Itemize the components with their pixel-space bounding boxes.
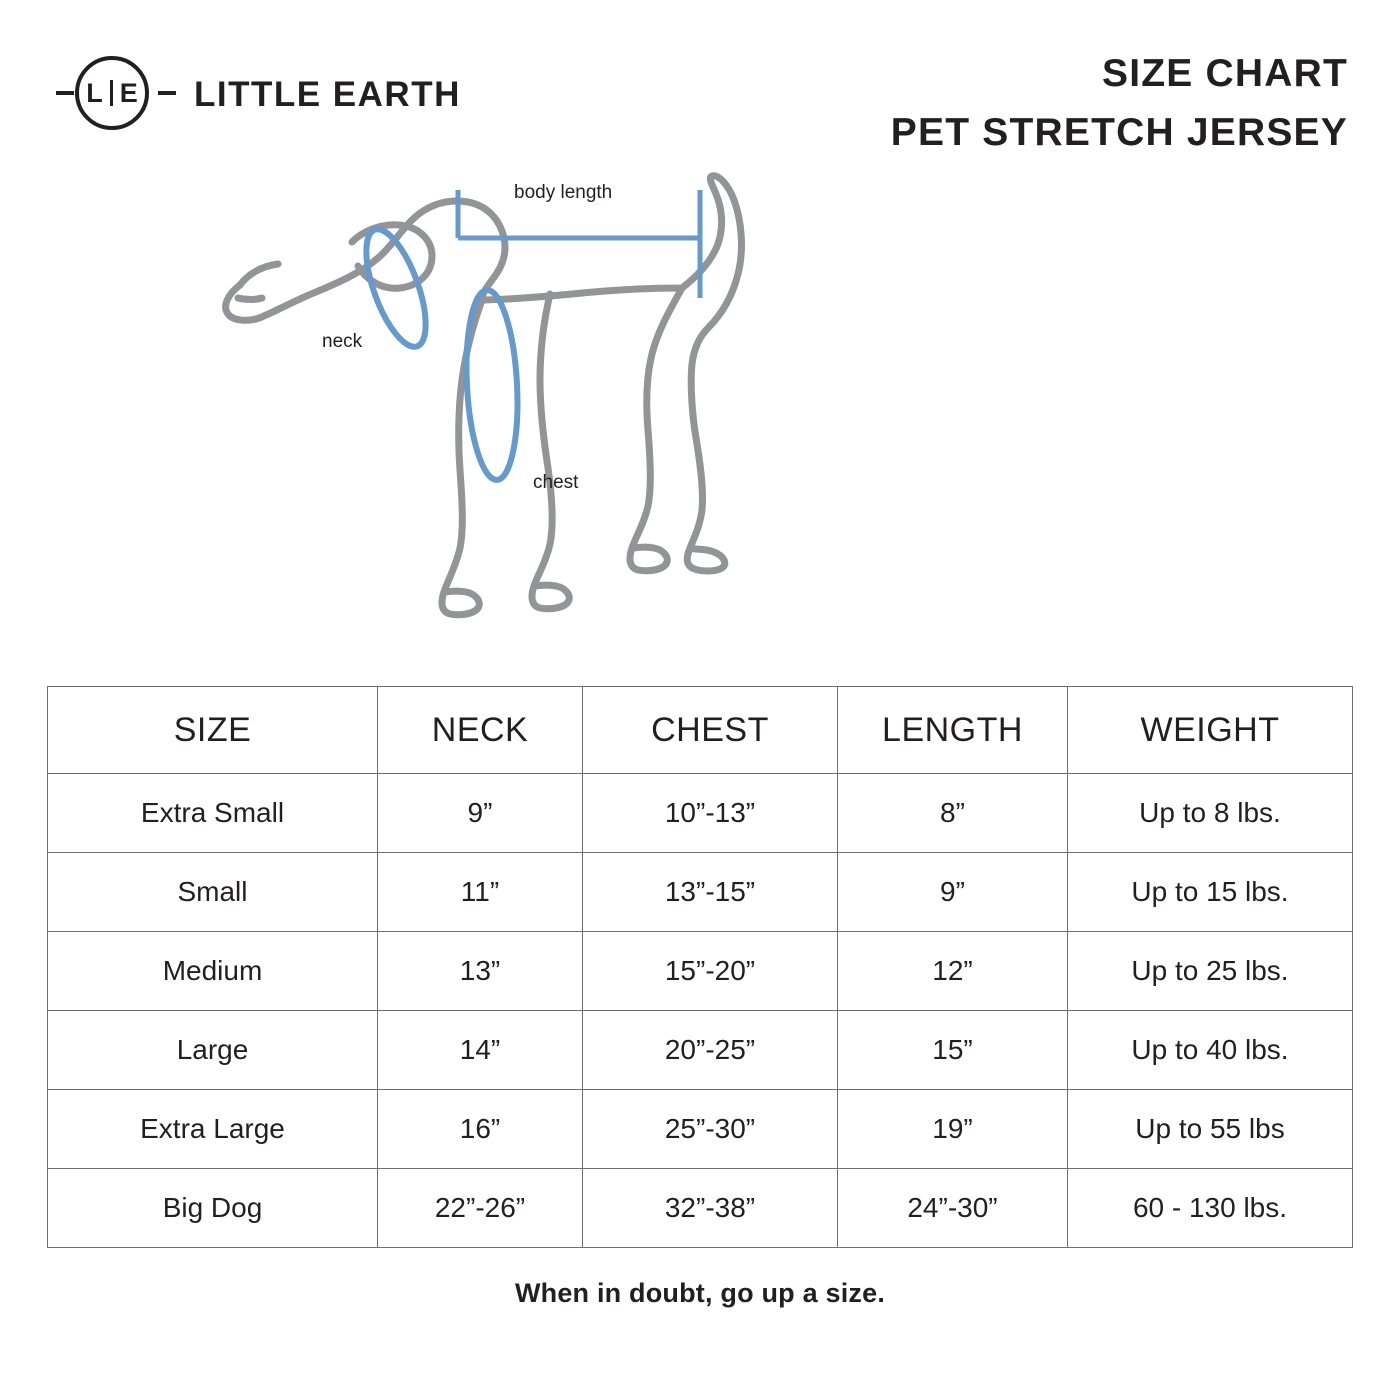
column-header-weight: WEIGHT [1068,687,1353,774]
cell-weight: Up to 15 lbs. [1068,853,1353,932]
cell-length: 15” [838,1011,1068,1090]
cell-neck: 16” [378,1090,583,1169]
cell-length: 12” [838,932,1068,1011]
page-subtitle: PET STRETCH JERSEY [890,110,1348,154]
page-header [44,34,1356,164]
column-header-neck: NECK [378,687,583,774]
cell-length: 19” [838,1090,1068,1169]
table-row [48,853,1353,932]
footnote: When in doubt, go up a size. [514,1278,886,1308]
brand-name: LITTLE EARTH [194,75,461,114]
table-row [48,1090,1353,1169]
cell-size: Big Dog [48,1169,378,1248]
cell-size: Extra Small [48,774,378,853]
logo-tick-right-icon [158,91,176,95]
logo-letter-e: E [119,77,138,108]
dog-diagram-svg [200,170,1200,640]
cell-weight: Up to 40 lbs. [1068,1011,1353,1090]
column-header-length: LENGTH [838,687,1068,774]
logo-divider-icon [110,80,113,106]
cell-size: Medium [48,932,378,1011]
table-row [48,1011,1353,1090]
cell-length: 24”-30” [838,1169,1068,1248]
cell-length: 9” [838,853,1068,932]
cell-chest: 15”-20” [583,932,838,1011]
cell-chest: 13”-15” [583,853,838,932]
cell-size: Small [48,853,378,932]
cell-size: Large [48,1011,378,1090]
logo-letter-l: L [86,77,103,108]
table-header-row [48,687,1353,774]
cell-chest: 10”-13” [583,774,838,853]
body-length-label: body length [514,182,613,203]
cell-length: 8” [838,774,1068,853]
dog-outline-icon [226,176,742,615]
title-block [891,34,1356,158]
size-table [47,686,1353,1248]
dog-measurement-diagram [44,170,1356,670]
cell-neck: 14” [378,1011,583,1090]
column-header-size: SIZE [48,687,378,774]
neck-label: neck [322,331,363,352]
little-earth-logo-icon [56,56,176,134]
cell-chest: 25”-30” [583,1090,838,1169]
cell-neck: 9” [378,774,583,853]
column-header-chest: CHEST [583,687,838,774]
page-title: SIZE CHART [1102,52,1348,95]
chest-label: chest [533,472,579,493]
table-row [48,1169,1353,1248]
cell-neck: 13” [378,932,583,1011]
brand-lockup [44,34,461,134]
cell-weight: 60 - 130 lbs. [1068,1169,1353,1248]
table-row [48,932,1353,1011]
logo-letters [75,56,149,130]
chest-measure-icon [462,289,522,481]
cell-weight: Up to 25 lbs. [1068,932,1353,1011]
cell-chest: 20”-25” [583,1011,838,1090]
cell-neck: 11” [378,853,583,932]
cell-weight: Up to 8 lbs. [1068,774,1353,853]
cell-size: Extra Large [48,1090,378,1169]
cell-neck: 22”-26” [378,1169,583,1248]
cell-chest: 32”-38” [583,1169,838,1248]
table-row [48,774,1353,853]
cell-weight: Up to 55 lbs [1068,1090,1353,1169]
logo-tick-left-icon [56,91,74,95]
